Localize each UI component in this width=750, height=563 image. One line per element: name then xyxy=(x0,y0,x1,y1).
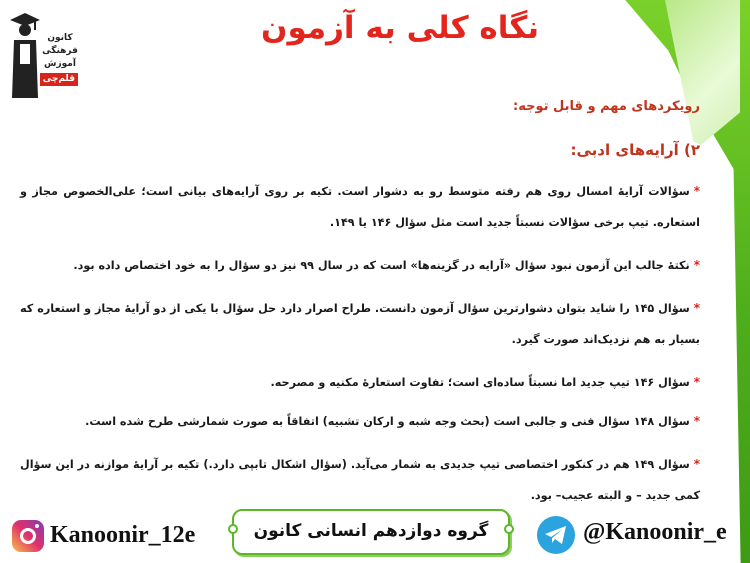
paragraph-text: سؤال ۱۴۹ هم در کنکور اختصاصی تیپ جدیدی به شمار می‌آید. (سؤال اشکال تابپی دارد.) تکیه بر آرایهٔ موازنه در این سؤال کمی جدید – و البته عجیب– بود. xyxy=(20,458,700,502)
logo-line-3: آموزش xyxy=(44,59,76,69)
bullet-icon: * xyxy=(693,301,700,315)
kanoon-logo xyxy=(8,10,78,100)
group-label: گروه دوازدهم انسانی کانون xyxy=(253,521,489,541)
paragraph-3 xyxy=(20,293,700,355)
subsection-heading: ۲) آرایه‌های ادبی: xyxy=(570,141,700,159)
bullet-icon: * xyxy=(693,414,700,428)
telegram-icon[interactable] xyxy=(537,516,575,554)
instagram-handle[interactable]: Kanoonir_12e xyxy=(50,522,196,548)
bullet-icon: * xyxy=(693,258,700,272)
instagram-dot xyxy=(35,524,39,528)
paragraph-text: سؤال ۱۴۶ تیپ جدید اما نسبتاً ساده‌ای است؛ تفاوت استعارهٔ مکنیه و مصرحه. xyxy=(270,376,690,389)
footer xyxy=(0,500,750,563)
logo-line-1: کانون xyxy=(47,33,73,43)
paragraph-text: سؤال ۱۴۸ سؤال فنی و جالبی است (بحث وجه شبه و ارکان تشبیه) اتفاقاً به صورت شمارشی طرح شده است. xyxy=(85,415,690,428)
paragraph-4 xyxy=(20,367,700,398)
paragraph-text: نکتهٔ جالب این آزمون نبود سؤال «آرایه در گزینه‌ها» است که در سال ۹۹ نیز دو سؤال را به خود اختصاص داده بود. xyxy=(73,259,690,272)
paragraph-2 xyxy=(20,250,700,281)
instagram-ring xyxy=(20,528,36,544)
group-label-box xyxy=(232,509,510,555)
logo-tag: قلم‌چی xyxy=(40,73,78,86)
paragraph-text: سؤالات آرایهٔ امسال روی هم رفته متوسط رو به دشوار است. تکیه بر روی آرایه‌های بیانی است؛ علی‌الخصوص مجاز و استعاره. تیپ برخی سؤالات نسبتاً جدید است مثل سؤال ۱۴۶ یا ۱۴۹. xyxy=(20,185,700,229)
page-title: نگاه کلی به آزمون xyxy=(260,10,540,46)
graduate-figure-icon xyxy=(8,10,42,100)
logo-text xyxy=(42,32,78,86)
instagram-icon[interactable] xyxy=(12,520,44,552)
bullet-icon: * xyxy=(693,375,700,389)
paragraph-5 xyxy=(20,406,700,437)
paragraph-text: سؤال ۱۴۵ را شاید بتوان دشوارترین سؤال آزمون دانست. طراح اصرار دارد حل سؤال با یکی از دو آرایهٔ مجاز و استعاره که بسیار به هم نزدیک‌اند صورت گیرد. xyxy=(20,302,700,346)
paragraph-1 xyxy=(20,176,700,238)
telegram-handle[interactable]: @Kanoonir_e xyxy=(583,519,727,545)
main-content xyxy=(20,92,700,511)
section-heading: رویکردهای مهم و قابل توجه: xyxy=(513,99,700,114)
bullet-icon: * xyxy=(693,184,700,198)
bullet-icon: * xyxy=(693,457,700,471)
logo-line-2: فرهنگی xyxy=(42,46,78,56)
